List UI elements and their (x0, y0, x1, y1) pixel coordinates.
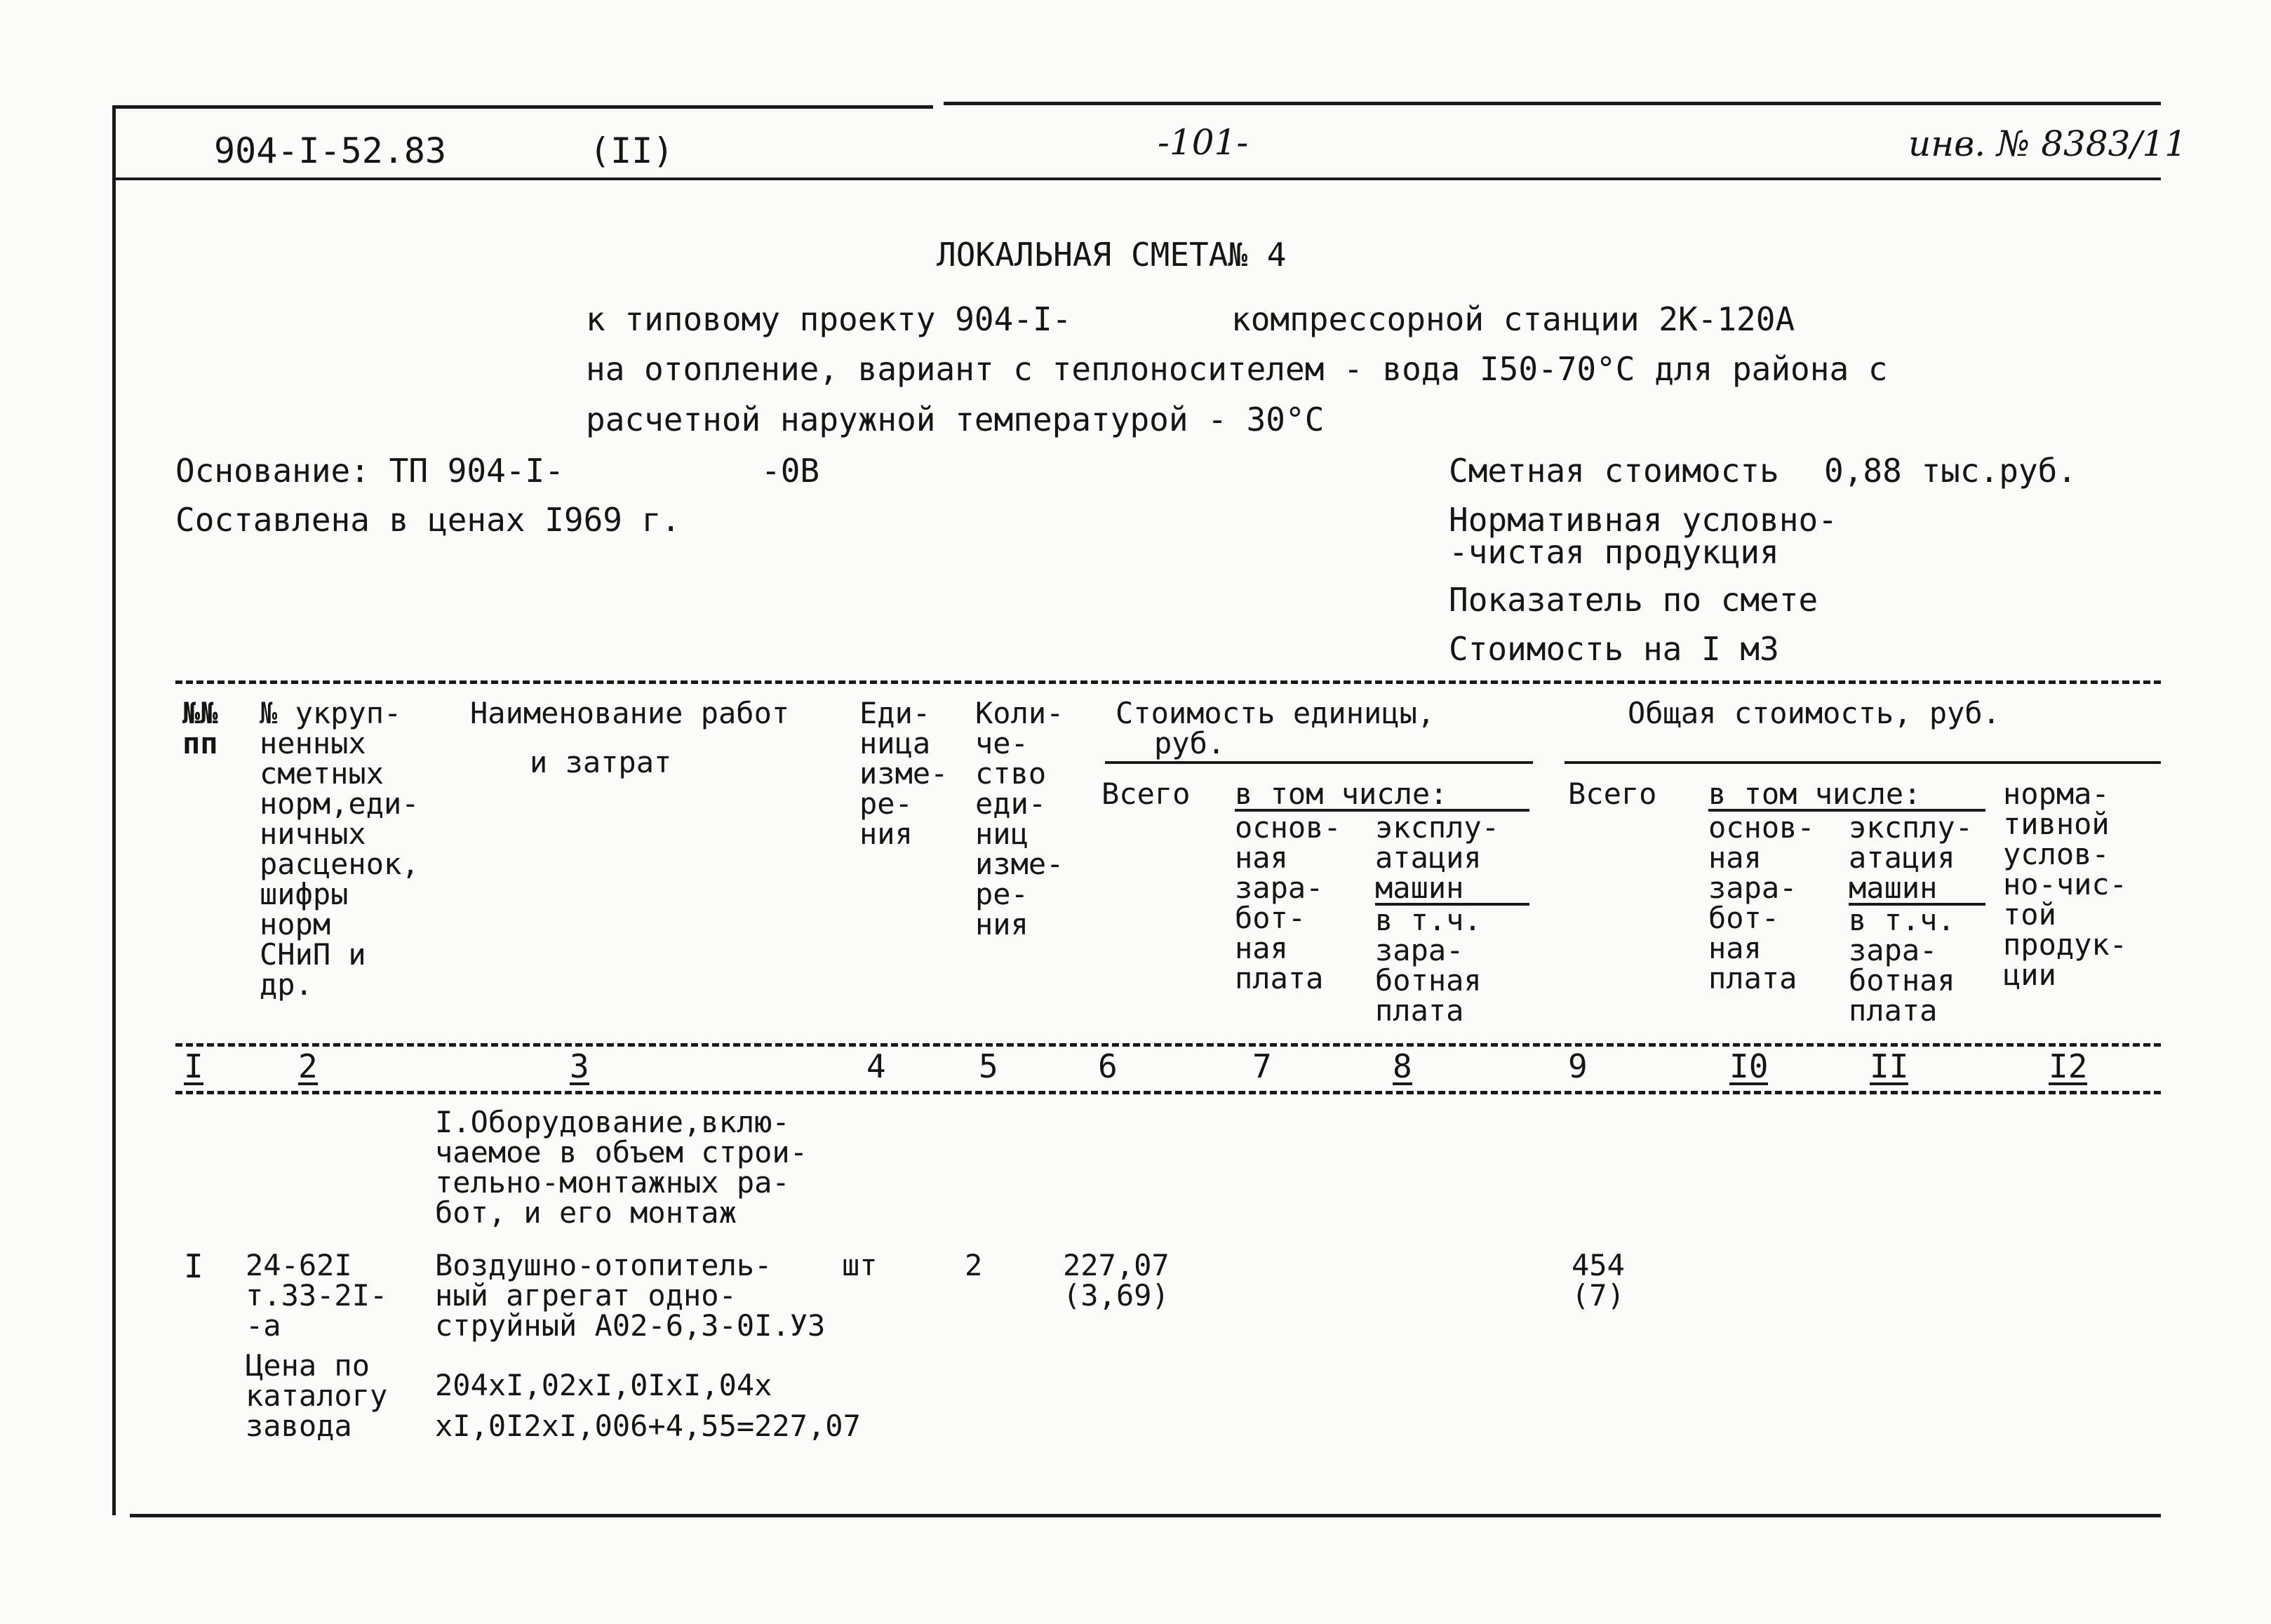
row-total: 454 (7) (1572, 1248, 1625, 1313)
document-code: 904-I-52.83 (214, 130, 447, 171)
row-quantity: 2 (965, 1248, 983, 1282)
row-unit-total: 227,07 (3,69) (1063, 1248, 1170, 1313)
col4-header: Еди- ница изме- ре- ния (859, 696, 949, 851)
colnum-6: 6 (1098, 1047, 1118, 1085)
col11-header-top: эксплу- атация машин (1849, 812, 1985, 906)
colnum-8: 8 (1393, 1047, 1412, 1085)
top-border-left (112, 105, 933, 109)
bottom-border (130, 1514, 2161, 1517)
unit-cost-underline (1105, 761, 1533, 764)
col9-header: Всего (1568, 777, 1657, 811)
cost-per-unit: Стоимость на I м3 (1449, 630, 1779, 668)
section-number: (II) (589, 130, 674, 171)
title-line-3: расчетной наружной температурой - 30°С (586, 401, 1325, 438)
row-name: Воздушно-отопитель- ный агрегат одно- струйный А02-6,3-0I.У3 (435, 1248, 826, 1343)
header-underline (112, 177, 2161, 180)
basis-label: Основание: ТП 904-I- (175, 452, 564, 490)
col6-header: Всего (1101, 777, 1191, 811)
title-line-1b: компрессорной станции 2К-120А (1231, 300, 1795, 338)
normative-product: Нормативная условно- -чистая продукция (1449, 501, 1837, 571)
col10-11-subheader: в том числе: (1708, 779, 1985, 812)
total-cost-underline (1565, 761, 2161, 764)
colnum-10: I0 (1729, 1047, 1769, 1085)
col7-8-subheader: в том числе: (1235, 779, 1529, 812)
cost-value: 0,88 тыс.руб. (1824, 452, 2077, 490)
col8-header-top: эксплу- атация машин (1375, 812, 1529, 906)
row-calculation: 204хI,02хI,0IхI,04х хI,0I2хI,006+4,55=227,07 (435, 1368, 861, 1443)
colnum-2: 2 (298, 1047, 318, 1085)
colnum-bottom-dashline (175, 1091, 2161, 1094)
col11-header-bottom: в т.ч. зара- ботная плата (1849, 903, 1955, 1028)
row-code: 24-62I т.33-2I- -а (246, 1248, 388, 1343)
colnum-5: 5 (979, 1047, 998, 1085)
section-title: I.Оборудование,вклю- чаемое в объем строи- тельно-монтажных ра- бот, и его монтаж (435, 1105, 808, 1230)
prices-year: Составлена в ценах I969 г. (175, 501, 681, 539)
col1-header: №№ пп (182, 696, 218, 760)
colnum-4: 4 (866, 1047, 886, 1085)
row-number: I (184, 1247, 203, 1285)
page-number: -101- (1158, 122, 1249, 163)
col10-header: основ- ная зара- бот- ная плата (1708, 810, 1815, 995)
col3-header-b: и затрат (530, 745, 672, 779)
unit-cost-rub: руб. (1154, 726, 1226, 760)
col12-header: норма- тивной услов- но-чис- той продук- ции (2003, 777, 2128, 992)
table-top-dashline (175, 680, 2161, 684)
col8-header-bottom: в т.ч. зара- ботная плата (1375, 903, 1482, 1028)
unit-cost-header: Стоимость единицы, (1116, 696, 1435, 730)
col7-header: основ- ная зара- бот- ная плата (1235, 810, 1341, 995)
title-line-2: на отопление, вариант с теплоносителем - вода I50-70°С для района с (586, 350, 1888, 388)
col3-header-a: Наименование работ (470, 696, 790, 730)
title-line-1a: к типовому проекту 904-I- (586, 300, 1072, 338)
col5-header: Коли- че- ство еди- ниц изме- ре- ния (975, 696, 1064, 941)
colnum-11: II (1870, 1047, 1909, 1085)
colnum-3: 3 (570, 1047, 589, 1085)
row-unit: шт (842, 1248, 878, 1282)
row-price-note: Цена по каталогу завода (246, 1348, 388, 1443)
top-border-right (944, 102, 2161, 105)
inventory-number: инв. № 8383/11 (1908, 123, 2187, 164)
colnum-1: I (184, 1047, 203, 1085)
cost-label: Сметная стоимость (1449, 452, 1779, 490)
header-bottom-dashline (175, 1043, 2161, 1047)
basis-suffix: -0В (761, 452, 820, 490)
colnum-9: 9 (1568, 1047, 1588, 1085)
estimate-indicator: Показатель по смете (1449, 581, 1818, 619)
left-border (112, 105, 116, 1515)
total-cost-header: Общая стоимость, руб. (1628, 696, 2001, 730)
colnum-12: I2 (2049, 1047, 2088, 1085)
estimate-heading: ЛОКАЛЬНАЯ СМЕТА№ 4 (937, 236, 1287, 274)
colnum-7: 7 (1252, 1047, 1272, 1085)
col2-header: № укруп- ненных сметных норм,еди- ничных расценок, шифры норм СНиП и др. (260, 696, 420, 1002)
